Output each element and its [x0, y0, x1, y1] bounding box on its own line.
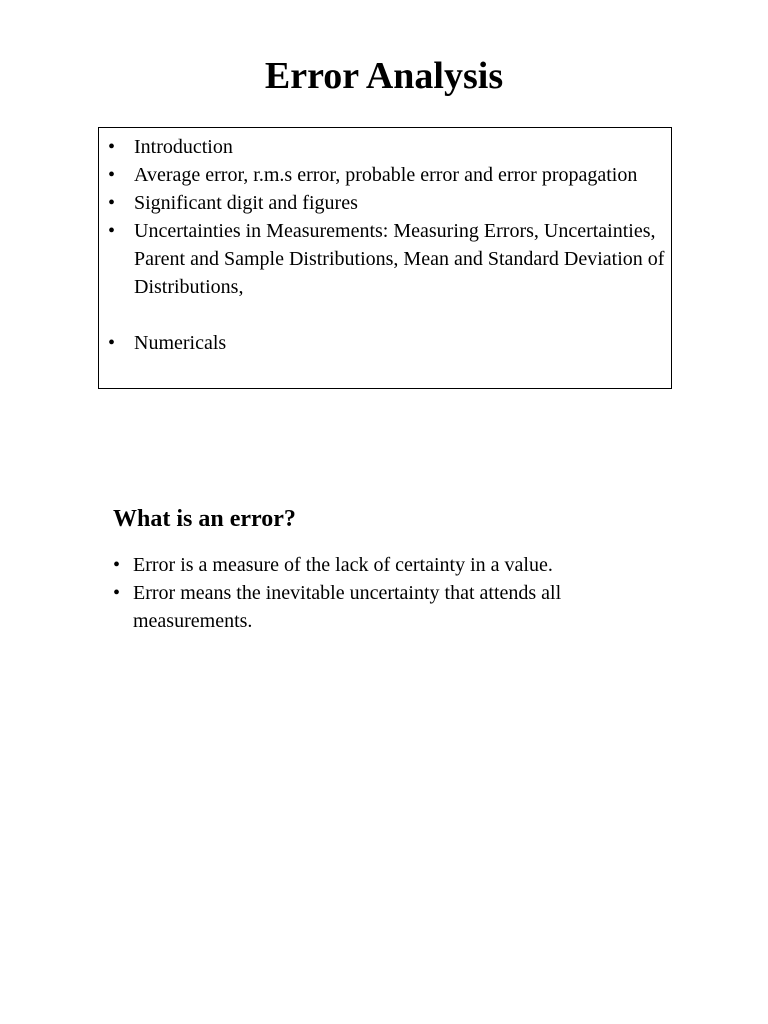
outline-item-average-error: • Average error, r.m.s error, probable error and error propagation	[108, 161, 668, 189]
outline-item-introduction: • Introduction	[108, 133, 668, 161]
page-title: Error Analysis	[264, 55, 504, 97]
outline-list	[108, 133, 668, 357]
outline-item-uncertainties: • Uncertainties in Measurements: Measuring Errors, Uncertainties, Parent and Sample Distributions, Mean and Standard Deviation of Distributions,	[108, 217, 668, 301]
error-definition-item: • Error means the inevitable uncertainty that attends all measurements.	[113, 579, 673, 635]
error-definition-list	[113, 551, 673, 635]
outline-item-numericals: • Numericals	[108, 329, 668, 357]
error-definition-item: • Error is a measure of the lack of certainty in a value.	[113, 551, 673, 579]
section-heading: What is an error?	[113, 506, 296, 532]
outline-item-significant-digits: • Significant digit and figures	[108, 189, 668, 217]
